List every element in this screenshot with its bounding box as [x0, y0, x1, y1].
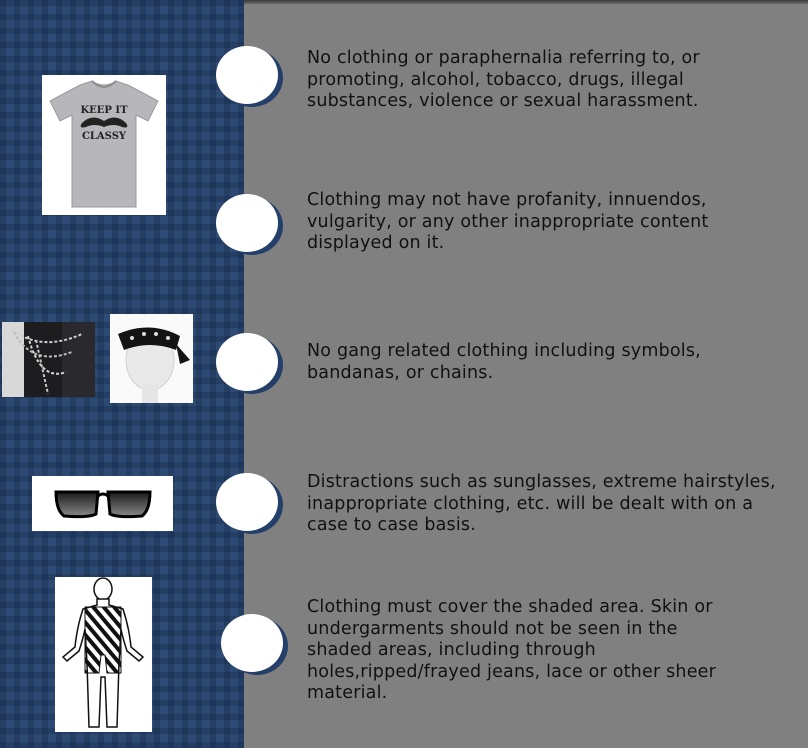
tshirt-line2: CLASSY	[81, 131, 127, 142]
sunglasses-icon	[32, 476, 173, 531]
body-outline-icon	[55, 577, 152, 732]
rule-1-text: No clothing or paraphernalia referring to, or promoting, alcohol, tobacco, drugs, illegal substances, violence or sexual harassment.	[307, 48, 700, 111]
rule-4-text: Distractions such as sunglasses, extreme hairstyles, inappropriate clothing, etc. will be dealt with on a case to case basis.	[307, 472, 776, 535]
bullet-circle-2	[216, 194, 278, 252]
wallet-chains-icon	[2, 322, 95, 397]
bandana-image	[110, 314, 193, 403]
chains-image	[2, 322, 95, 397]
rule-5-text: Clothing must cover the shaded area. Skin or undergarments should not be seen in the shaded areas, including through holes,ripped/frayed jeans, lace or other sheer material.	[307, 597, 717, 703]
bullet-circle-3	[216, 333, 278, 391]
bandana-mannequin-icon	[110, 314, 193, 403]
bullet-circle-4	[216, 473, 278, 531]
tshirt-image	[42, 75, 166, 215]
rule-3-text: No gang related clothing including symbols, bandanas, or chains.	[307, 341, 701, 383]
rule-2-text: Clothing may not have profanity, innuendos, vulgarity, or any other inappropriate content displayed on it.	[307, 190, 709, 253]
tshirt-line1: KEEP IT	[80, 105, 128, 116]
sunglasses-image	[32, 476, 173, 531]
bullet-circle-5	[221, 614, 283, 672]
tshirt-mustache-icon	[42, 75, 166, 215]
body-image	[55, 577, 152, 732]
bullet-circle-1	[216, 46, 278, 104]
